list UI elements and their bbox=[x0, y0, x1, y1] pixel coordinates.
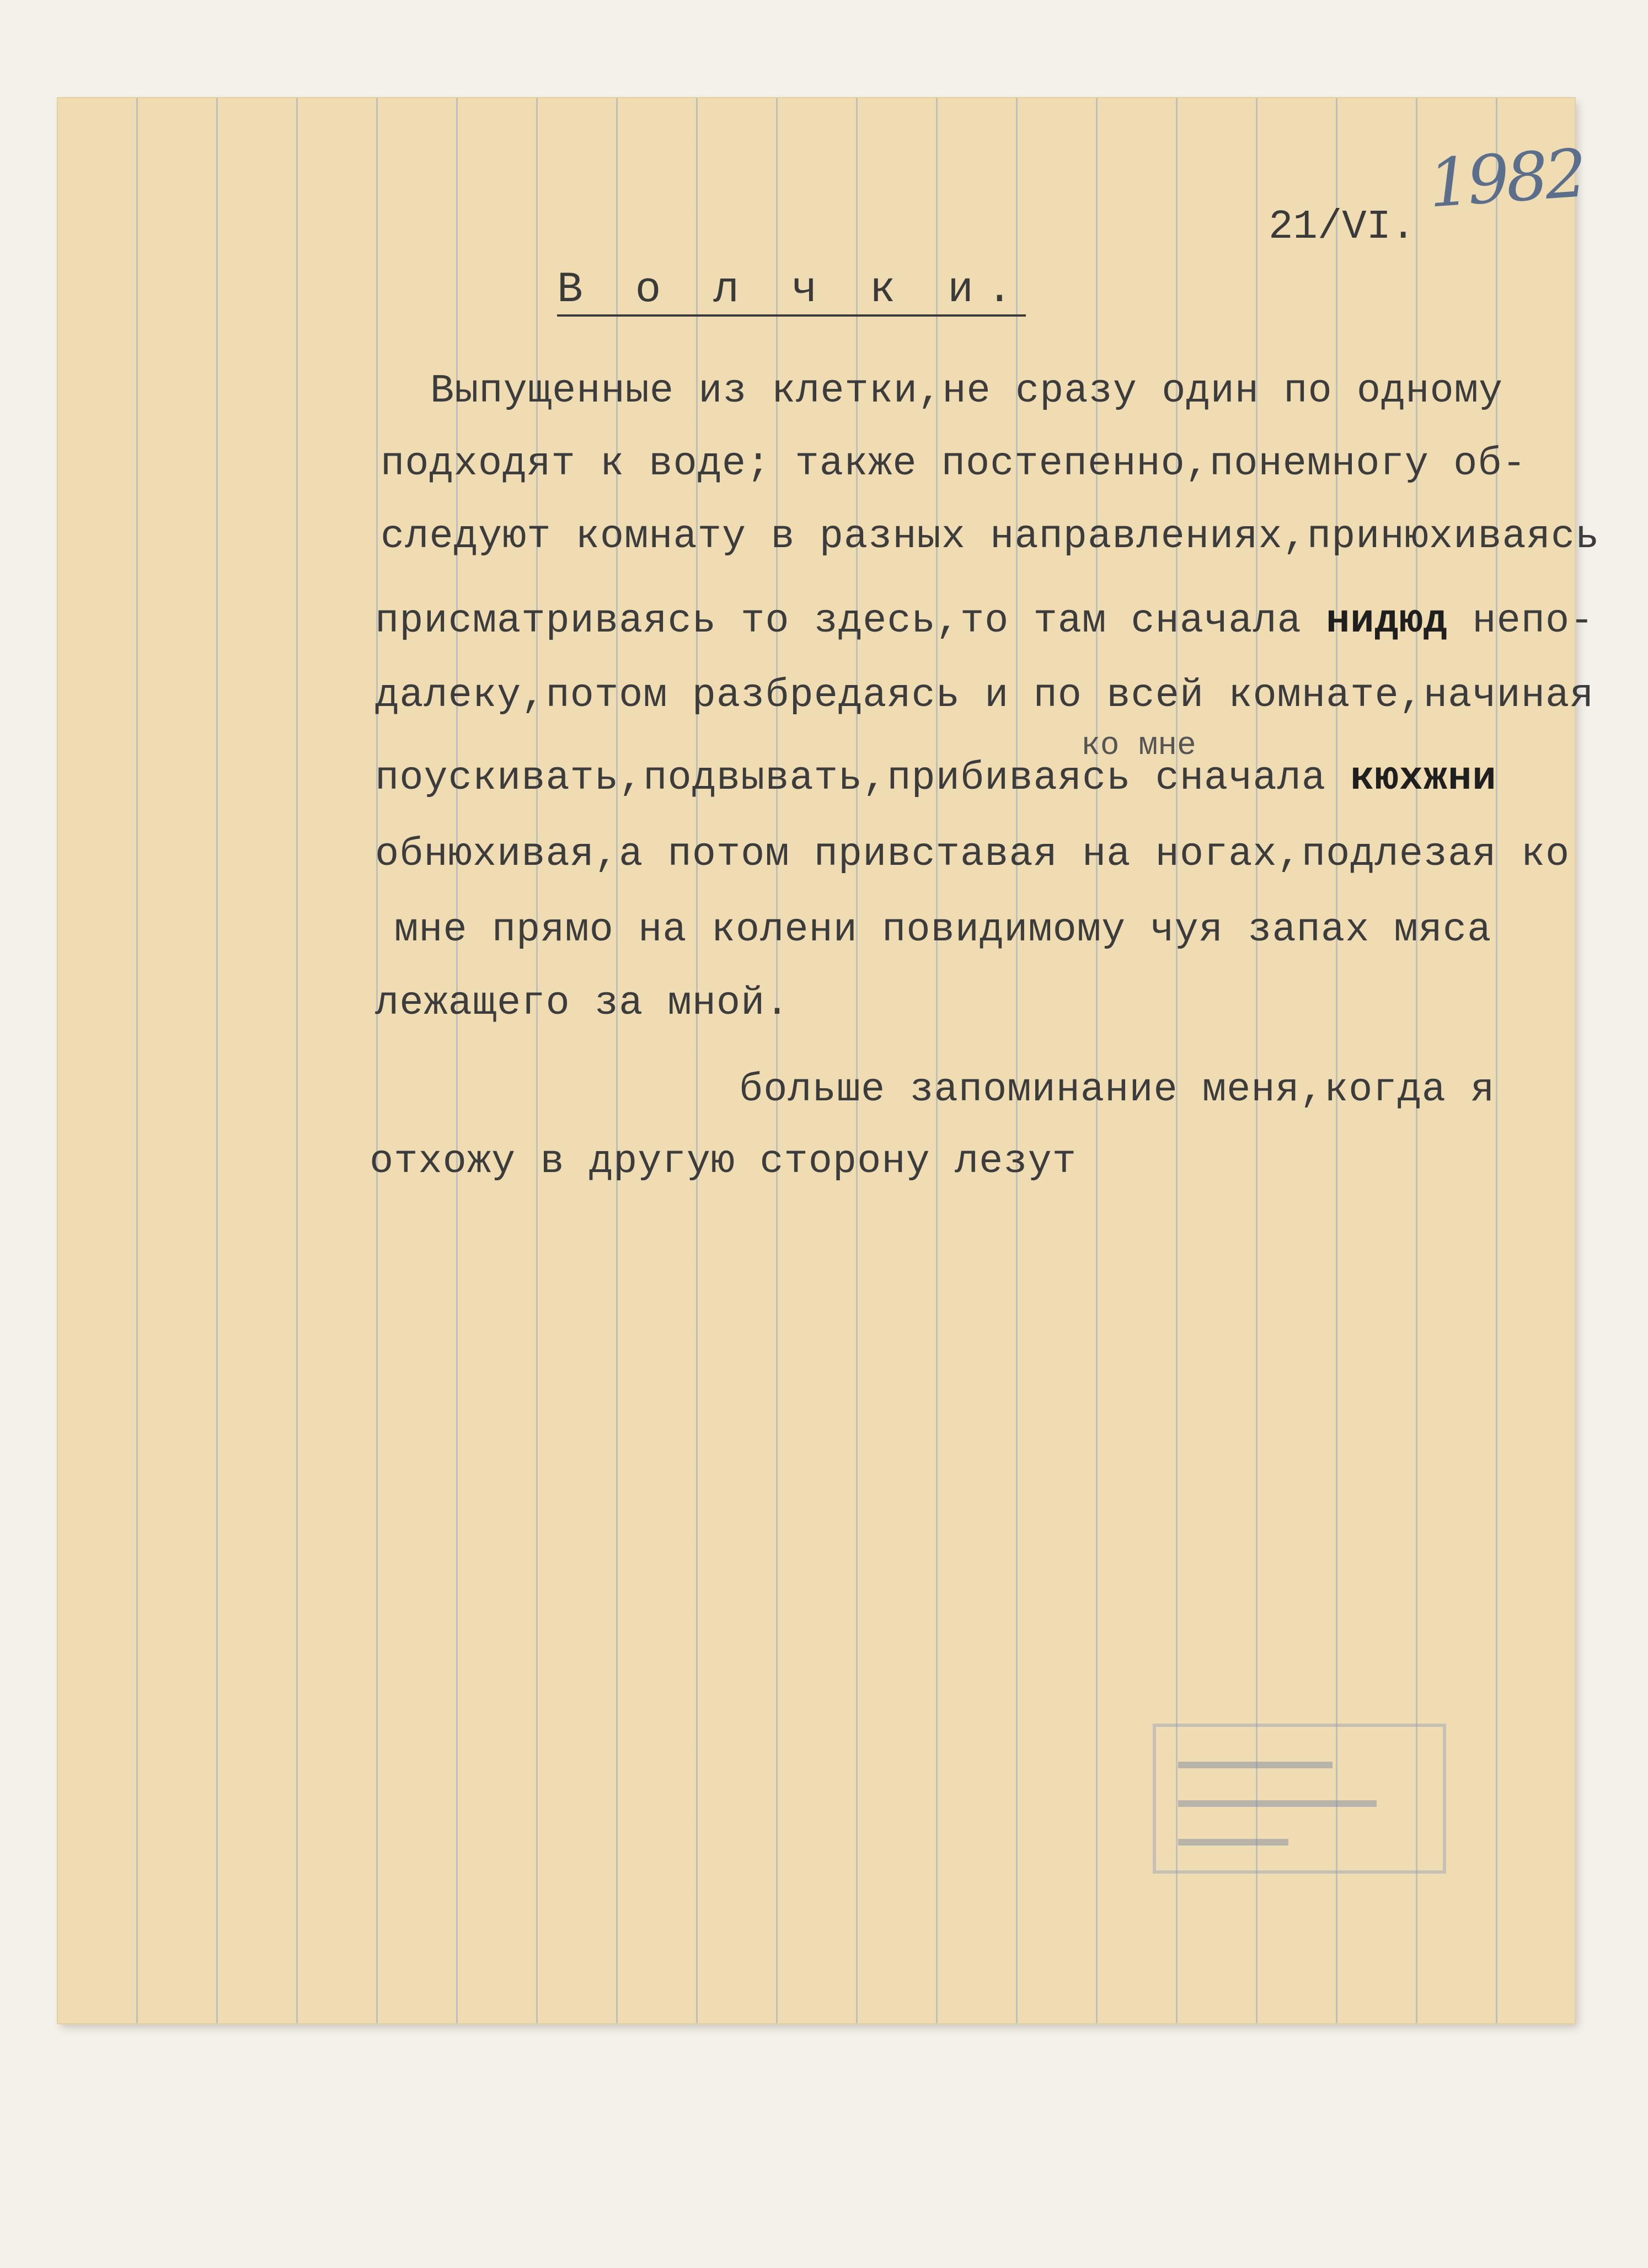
archive-stamp: ▬▬▬▬▬▬▬ ▬▬▬▬▬▬▬▬▬ ▬▬▬▬▬ bbox=[1153, 1724, 1446, 1874]
text-line-11: отхожу в другую сторону лезут bbox=[370, 1139, 1077, 1184]
text-line-6-main: поускивать,подвывать,прибиваясь сначала bbox=[375, 756, 1326, 801]
struck-word-1: нидюд bbox=[1326, 598, 1448, 644]
text-line-5: далеку,потом разбредаясь и по всей комнате,начиная bbox=[375, 673, 1595, 718]
document-date: 21/VI. bbox=[1269, 204, 1416, 250]
document-title: В о л ч к и. bbox=[557, 266, 1026, 317]
text-line-9: лежащего за мной. bbox=[375, 981, 790, 1026]
text-line-3: следуют комнату в разных направлениях,принюхиваясь bbox=[381, 514, 1600, 559]
text-line-6 bbox=[375, 756, 1497, 801]
text-line-10: больше запоминание меня,когда я bbox=[739, 1067, 1495, 1112]
text-line-7: обнюхивая,а потом привставая на ногах,подлезая ко bbox=[375, 832, 1570, 877]
interlinear-insertion: ко мне bbox=[1081, 728, 1196, 764]
text-line-8: мне прямо на колени повидимому чуя запах мяса bbox=[394, 907, 1492, 953]
folio-number: 1982 bbox=[1426, 135, 1586, 223]
text-line-1: Выпущенные из клетки,не сразу один по одному bbox=[430, 368, 1503, 414]
text-line-2: подходят к воде; также постепенно,понемногу об- bbox=[381, 441, 1527, 486]
text-line-4-tail: непо- bbox=[1472, 598, 1595, 644]
text-line-4-main: присматриваясь то здесь,то там сначала bbox=[375, 598, 1302, 644]
text-line-4 bbox=[375, 598, 1594, 644]
struck-word-2: кюхжни bbox=[1350, 756, 1497, 801]
